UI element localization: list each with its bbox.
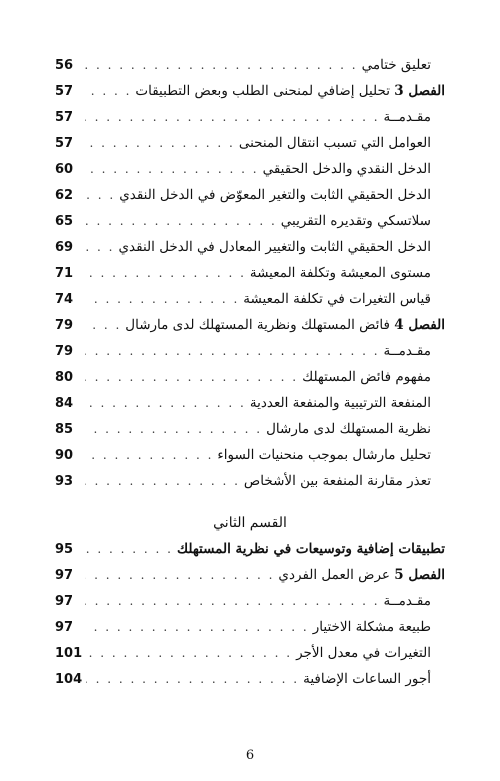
dot-leader — [85, 208, 277, 234]
toc-page-number: 104 — [55, 672, 83, 687]
entry-title-text: مستوى المعيشة وتكلفة المعيشة — [249, 265, 431, 281]
entry-title-text: تحليل إضافي لمنحنى الطلب وبعض التطبيقات — [135, 83, 390, 99]
toc-entry-title — [263, 156, 445, 182]
toc-page-number: 57 — [55, 110, 74, 125]
toc-list-part-two — [55, 536, 445, 692]
entry-title-text: مقـدمــة — [383, 109, 431, 125]
dot-leader — [85, 468, 240, 494]
toc-page-number: 74 — [55, 292, 74, 307]
toc-entry — [55, 208, 445, 234]
entry-title-text: المنفعة الترتيبية والمنفعة العددية — [249, 395, 431, 411]
dot-leader — [85, 104, 380, 130]
dot-leader — [85, 338, 380, 364]
toc-page-number: 71 — [55, 266, 74, 281]
toc-entry — [55, 286, 445, 312]
entry-title-text: أجور الساعات الإضافية — [303, 671, 431, 687]
entry-title-text: الدخل الحقيقي الثابت والتغير المعوّض في الدخل النقدي — [119, 187, 431, 203]
toc-page-number: 80 — [55, 370, 74, 385]
toc-entry-title — [125, 312, 445, 338]
toc-entry — [55, 468, 445, 494]
toc-entry-title — [266, 416, 445, 442]
toc-page-number: 62 — [55, 188, 74, 203]
entry-title-text: تعذر مقارنة المنفعة بين الأشخاص — [243, 473, 431, 489]
toc-entry-title — [177, 536, 445, 562]
entry-title-text: الدخل النقدي والدخل الحقيقي — [262, 161, 431, 177]
table-of-contents — [55, 52, 445, 692]
toc-entry-title — [250, 390, 445, 416]
dot-leader — [85, 286, 239, 312]
dot-leader — [85, 442, 213, 468]
toc-page-number: 60 — [55, 162, 74, 177]
toc-page-number: 97 — [55, 620, 74, 635]
toc-entry-title — [250, 260, 445, 286]
toc-page-number: 101 — [55, 646, 83, 661]
dot-leader — [85, 614, 309, 640]
toc-page-number: 97 — [55, 594, 74, 609]
chapter-label: الفصل 3 — [394, 83, 445, 99]
dot-leader — [85, 156, 259, 182]
toc-page-number: 93 — [55, 474, 74, 489]
dot-leader — [85, 312, 121, 338]
toc-entry — [55, 562, 445, 588]
toc-entry — [55, 442, 445, 468]
toc-entry — [55, 52, 445, 78]
dot-leader — [86, 640, 292, 666]
toc-entry — [55, 536, 445, 562]
dot-leader — [85, 588, 380, 614]
dot-leader — [85, 364, 298, 390]
dot-leader — [85, 52, 358, 78]
toc-entry-title — [384, 104, 445, 130]
toc-page-number: 57 — [55, 136, 74, 151]
toc-page-number: 57 — [55, 84, 74, 99]
entry-title-text: نظرية المستهلك لدى مارشال — [266, 421, 431, 437]
toc-page-number: 56 — [55, 58, 74, 73]
dot-leader — [85, 416, 262, 442]
toc-page-number: 97 — [55, 568, 74, 583]
entry-title-text: مقـدمــة — [383, 343, 431, 359]
page-number: 6 — [245, 748, 255, 763]
toc-entry — [55, 182, 445, 208]
dot-leader — [85, 234, 114, 260]
toc-entry — [55, 640, 445, 666]
toc-entry-title — [384, 588, 445, 614]
entry-title-text: تحليل مارشال بموجب منحنيات السواء — [217, 447, 431, 463]
toc-list-part-one — [55, 52, 445, 494]
toc-entry — [55, 260, 445, 286]
toc-page-number: 85 — [55, 422, 74, 437]
toc-page-number: 65 — [55, 214, 74, 229]
toc-entry-title — [243, 286, 445, 312]
toc-entry-title — [303, 666, 445, 692]
toc-entry-title — [244, 468, 445, 494]
dot-leader — [85, 182, 115, 208]
dot-leader — [85, 536, 173, 562]
toc-page-number: 84 — [55, 396, 74, 411]
toc-entry-title — [217, 442, 445, 468]
dot-leader — [85, 562, 274, 588]
entry-title-text: الدخل الحقيقي الثابت والتغيير المعادل في الدخل النقدي — [118, 239, 431, 255]
toc-entry — [55, 390, 445, 416]
dot-leader — [85, 390, 246, 416]
toc-entry-title — [281, 208, 445, 234]
toc-page-number: 69 — [55, 240, 74, 255]
entry-title-text: تطبيقات إضافية وتوسيعات في نظرية المستهلك — [176, 541, 445, 557]
chapter-label: الفصل 4 — [394, 317, 445, 333]
toc-entry — [55, 156, 445, 182]
toc-entry — [55, 364, 445, 390]
toc-entry — [55, 614, 445, 640]
toc-entry-title — [296, 640, 445, 666]
toc-entry — [55, 416, 445, 442]
dot-leader — [85, 130, 235, 156]
toc-entry — [55, 666, 445, 692]
dot-leader — [85, 78, 131, 104]
toc-entry-title — [384, 338, 445, 364]
toc-entry — [55, 104, 445, 130]
dot-leader — [86, 666, 299, 692]
toc-page-number: 90 — [55, 448, 74, 463]
toc-entry-title — [135, 78, 445, 104]
toc-page-number: 79 — [55, 344, 74, 359]
toc-entry-title — [302, 364, 445, 390]
toc-entry — [55, 588, 445, 614]
toc-entry — [55, 312, 445, 338]
entry-title-text: مفهوم فائض المستهلك — [302, 369, 431, 385]
toc-page-number: 95 — [55, 542, 74, 557]
entry-title-text: العوامل التي تسبب انتقال المنحنى — [238, 135, 431, 151]
entry-title-text: سلاتسكي وتقديره التقريبي — [280, 213, 431, 229]
entry-title-text: طبيعة مشكلة الاختيار — [312, 619, 431, 635]
entry-title-text: مقـدمــة — [383, 593, 431, 609]
toc-entry-title — [118, 234, 445, 260]
toc-entry — [55, 78, 445, 104]
part-heading: القسم الثاني — [213, 515, 287, 531]
toc-entry-title — [278, 562, 445, 588]
toc-entry — [55, 130, 445, 156]
toc-entry — [55, 234, 445, 260]
entry-title-text: فائض المستهلك ونظرية المستهلك لدى مارشال — [125, 317, 390, 333]
toc-entry-title — [362, 52, 445, 78]
entry-title-text: قياس التغيرات في تكلفة المعيشة — [243, 291, 431, 307]
toc-entry-title — [119, 182, 445, 208]
entry-title-text: التغيرات في معدل الأجر — [296, 645, 431, 661]
toc-page-number: 79 — [55, 318, 74, 333]
toc-entry-title — [239, 130, 445, 156]
chapter-label: الفصل 5 — [394, 567, 445, 583]
toc-entry-title — [313, 614, 445, 640]
entry-title-text: عرض العمل الفردي — [278, 567, 390, 583]
dot-leader — [85, 260, 246, 286]
entry-title-text: تعليق ختامي — [361, 57, 431, 73]
toc-entry — [55, 338, 445, 364]
